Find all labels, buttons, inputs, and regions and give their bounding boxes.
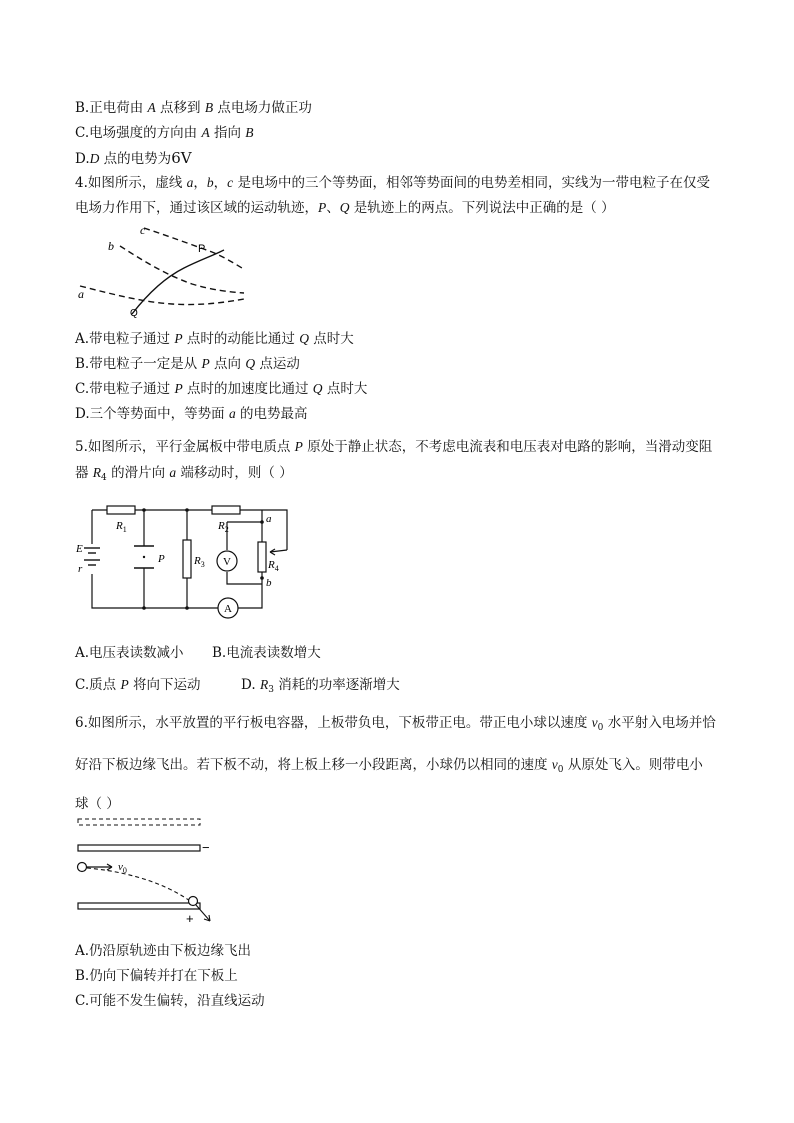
label-b: b xyxy=(108,239,114,253)
label-r3: $R_3$ xyxy=(194,555,205,569)
resistor-r3 xyxy=(183,540,191,578)
resistor-r2 xyxy=(212,506,240,514)
minus-sign: − xyxy=(202,840,210,855)
q4-option-b: B.带电粒子一定是从 P 点向 Q 点运动 xyxy=(75,356,300,372)
q6-option-a: A.仍沿原轨迹由下板边缘飞出 xyxy=(75,943,252,959)
lower-plate xyxy=(78,903,200,909)
label-q: Q xyxy=(130,308,138,319)
q6-stem-line2: 好沿下板边缘飞出。若下板不动，将上板上移一小段距离，小球仍以相同的速度 $v_0$ 从原处飞入。则带电小 xyxy=(75,757,703,775)
voltmeter-label: V xyxy=(223,556,231,568)
equipotential-c xyxy=(144,228,242,268)
label-r-internal: r xyxy=(78,563,83,575)
q6-option-b: B.仍向下偏转并打在下板上 xyxy=(75,968,238,984)
q5-stem-line2: 器 $R_4$ 的滑片向 a 端移动时，则（ ） xyxy=(75,465,293,483)
label-a: a xyxy=(78,287,84,301)
q4-option-c: C.带电粒子通过 P 点时的加速度比通过 Q 点时大 xyxy=(75,381,368,397)
q5-option-c: C.质点 P 将向下运动 xyxy=(75,677,201,693)
ball-exit xyxy=(189,897,198,906)
label-r1: $R_1$ xyxy=(116,520,127,534)
q4-option-d: D.三个等势面中，等势面 a 的电势最高 xyxy=(75,406,308,422)
label-c: c xyxy=(140,223,146,237)
q3-option-b: B.正电荷由 A 点移到 B 点电场力做正功 xyxy=(75,100,312,116)
label-r2: $R_2$ xyxy=(218,520,229,534)
upper-plate xyxy=(78,845,200,851)
label-r4: $R_4$ xyxy=(268,559,279,573)
battery-symbol xyxy=(84,548,100,565)
q3-option-c: C.电场强度的方向由 A 指向 B xyxy=(75,125,254,141)
q3-option-d: D.D 点的电势为6V xyxy=(75,149,192,167)
resistor-r1 xyxy=(107,506,135,514)
rheostat-r4 xyxy=(258,542,266,572)
q6-option-c: C.可能不发生偏转，沿直线运动 xyxy=(75,993,265,1009)
label-p: P xyxy=(158,553,165,565)
particle-trajectory xyxy=(132,250,224,314)
q5-stem-line1: 5.如图所示，平行金属板中带电质点 P 原处于静止状态，不考虑电流表和电压表对电路的影响，当滑动变阻 xyxy=(75,439,713,455)
q5-option-b: B.电流表读数增大 xyxy=(212,645,321,661)
ball-start xyxy=(78,863,87,872)
label-p: P xyxy=(198,243,206,255)
q4-stem-line1: 4.如图所示，虚线 a，b，c 是电场中的三个等势面，相邻等势面间的电势差相同，实线为一带电粒子在仅受 xyxy=(75,175,710,191)
plus-sign: + xyxy=(186,911,194,926)
charged-particle-p xyxy=(143,556,145,558)
ammeter-label: A xyxy=(224,603,232,615)
equipotential-a xyxy=(80,286,244,305)
q4-stem-line2: 电场力作用下，通过该区域的运动轨迹，P、Q 是轨迹上的两点。下列说法中正确的是（ ） xyxy=(75,200,615,216)
label-a: a xyxy=(266,513,272,525)
label-v0: $v_0$ xyxy=(118,861,127,875)
exit-arrow xyxy=(196,905,210,921)
q6-capacitor-figure xyxy=(72,815,232,927)
q6-stem-line1: 6.如图所示，水平放置的平行板电容器，上板带负电，下板带正电。带正电小球以速度 $v_0$ 水平射入电场并恰 xyxy=(75,715,716,733)
q4-equipotential-figure xyxy=(72,222,252,322)
q4-option-a: A.带电粒子通过 P 点时的动能比通过 Q 点时大 xyxy=(75,331,354,347)
label-b: b xyxy=(266,577,272,589)
q5-circuit-figure xyxy=(72,500,302,622)
ball-trajectory xyxy=(87,868,190,901)
moved-upper-plate xyxy=(78,819,200,825)
q6-stem-line3: 球（ ） xyxy=(75,796,120,812)
q5-option-a: A.电压表读数减小 xyxy=(75,645,184,661)
q5-option-d: D. $R_3$ 消耗的功率逐渐增大 xyxy=(241,677,400,695)
q5-options-row2 xyxy=(75,676,400,695)
q5-options-row1 xyxy=(75,644,321,662)
label-e: E xyxy=(76,543,83,555)
